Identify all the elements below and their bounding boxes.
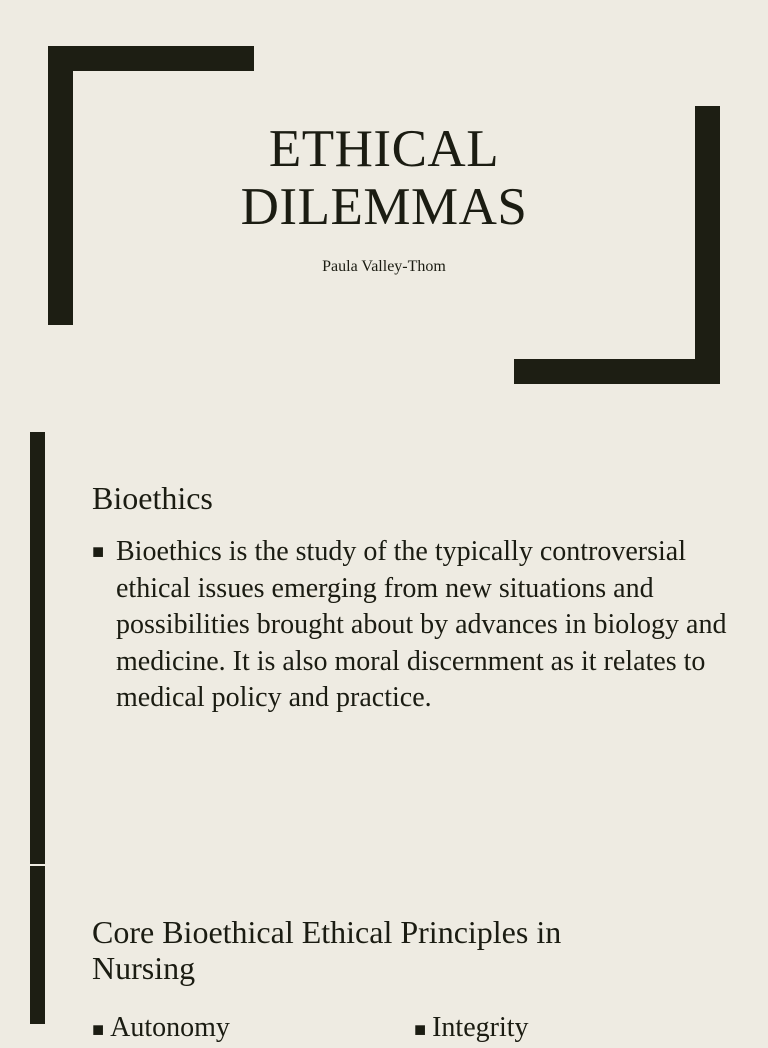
principle-label-right: Integrity — [432, 1012, 529, 1043]
top-left-bracket-horizontal — [48, 46, 254, 71]
left-accent-bar — [30, 432, 45, 864]
author-name: Paula Valley-Thom — [322, 258, 446, 275]
square-bullet-icon: ■ — [414, 1019, 427, 1041]
principle-item-right — [414, 1010, 529, 1048]
principle-label-left: Autonomy — [110, 1012, 230, 1043]
left-accent-bar — [30, 866, 45, 1024]
principle-item-left — [92, 1010, 230, 1048]
square-bullet-icon: ■ — [92, 541, 105, 563]
title-slide — [0, 0, 768, 432]
bioethics-bullet — [92, 534, 732, 717]
bioethics-slide — [0, 432, 768, 864]
slide-title — [0, 120, 768, 236]
title-line-2: DILEMMAS — [240, 178, 528, 236]
square-bullet-icon: ■ — [92, 1019, 105, 1041]
title-line-1: ETHICAL — [268, 120, 500, 178]
bioethics-definition: Bioethics is the study of the typically controversial ethical issues emerging from new situations and possibilities brought about by advances in biology and medicine. It is also moral discernment as it relates to medical policy and practice. — [116, 536, 727, 713]
principles-heading: Core Bioethical Ethical Principles in Nursing — [92, 914, 562, 986]
bioethics-heading: Bioethics — [92, 480, 213, 516]
bottom-right-bracket-horizontal — [514, 359, 720, 384]
principles-slide — [0, 866, 768, 1043]
